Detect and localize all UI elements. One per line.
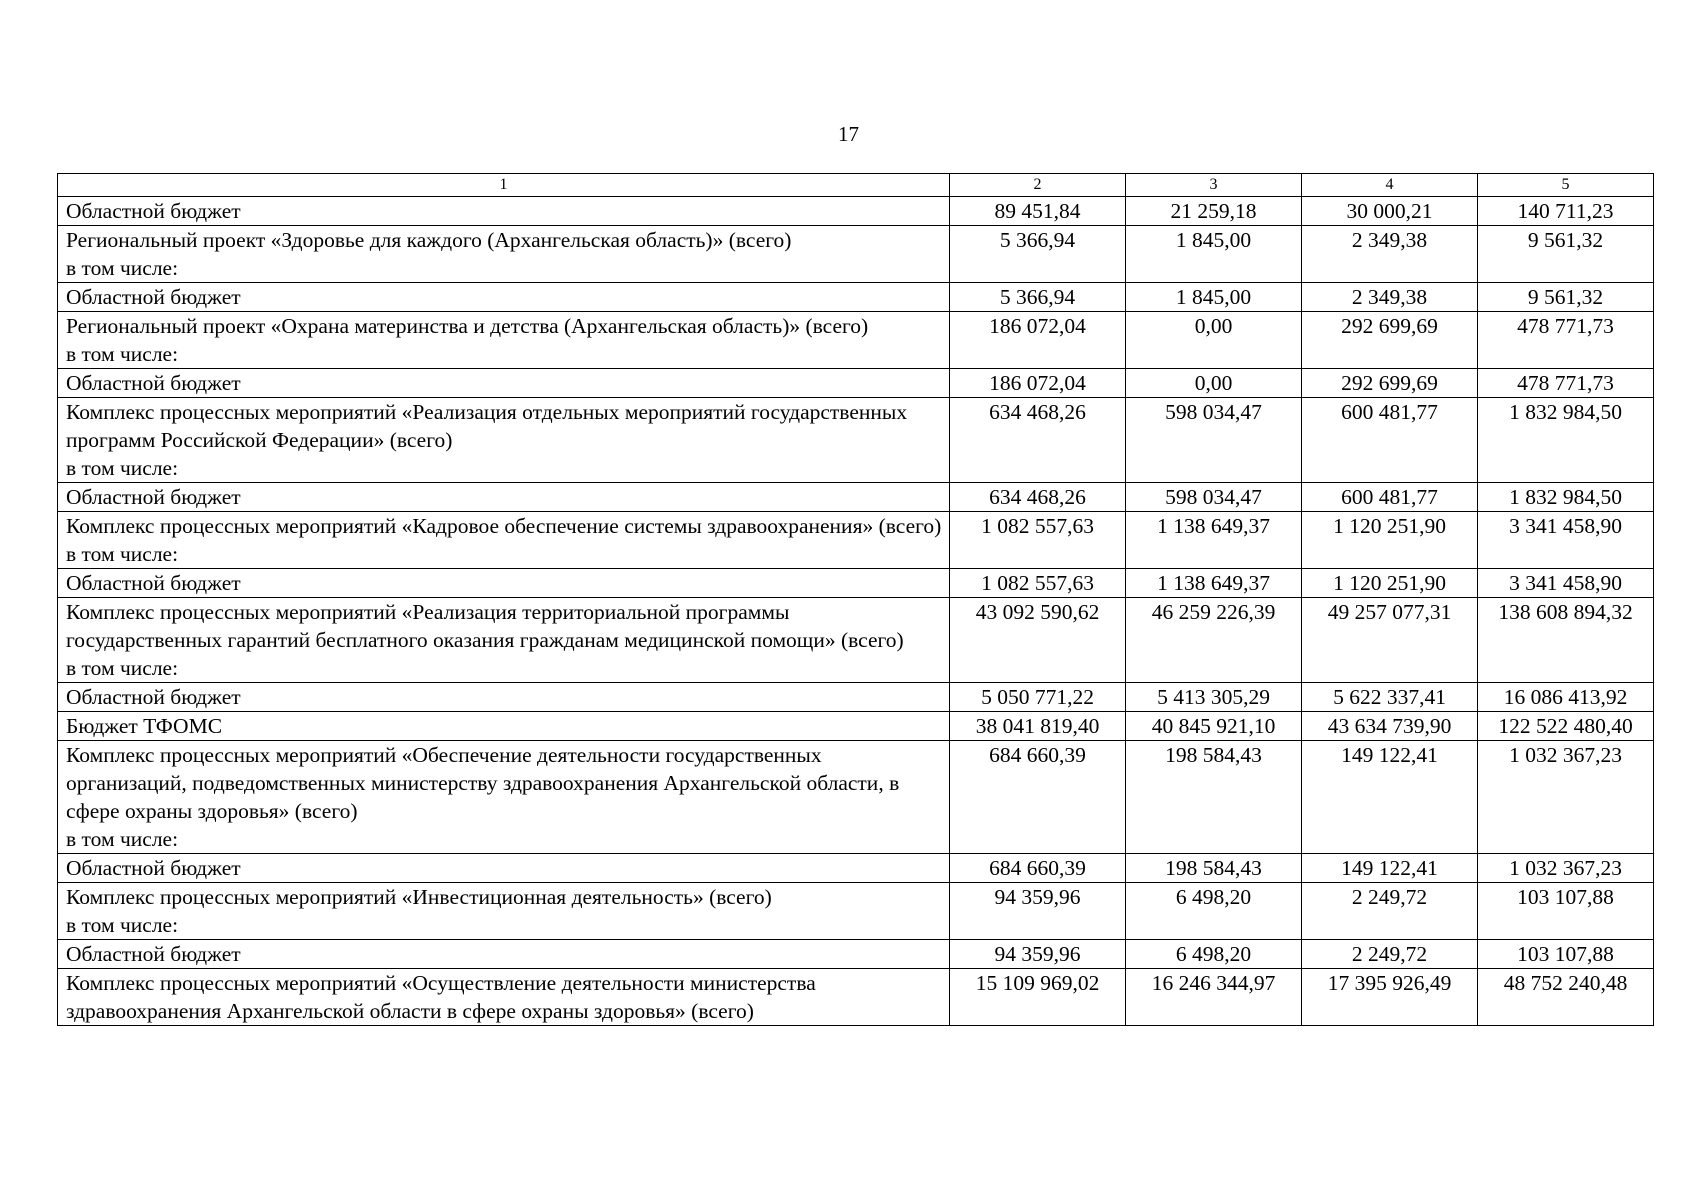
row-label-cell xyxy=(58,883,950,940)
value-cell-col2: 684 660,39 xyxy=(950,741,1126,854)
row-label-cell xyxy=(58,512,950,569)
row-label: Региональный проект «Охрана материнства и детства (Архангельская область)» (всего) xyxy=(66,314,869,338)
value-cell-col3: 16 246 344,97 xyxy=(1126,969,1302,1026)
table-row xyxy=(58,483,1654,512)
value-cell-col4: 5 622 337,41 xyxy=(1302,683,1478,712)
row-label: Областной бюджет xyxy=(66,285,241,309)
value-cell-col2: 634 468,26 xyxy=(950,398,1126,483)
budget-table xyxy=(57,173,1654,1026)
table-row xyxy=(58,683,1654,712)
table-row xyxy=(58,883,1654,940)
value-cell-col2: 94 359,96 xyxy=(950,940,1126,969)
row-label-cell xyxy=(58,969,950,1026)
table-row xyxy=(58,197,1654,226)
row-label: Областной бюджет xyxy=(66,571,241,595)
value-cell-col4: 2 249,72 xyxy=(1302,940,1478,969)
column-header-1: 1 xyxy=(58,174,950,197)
row-label: Комплекс процессных мероприятий «Инвестиционная деятельность» (всего) xyxy=(66,885,772,909)
row-sublabel: в том числе: xyxy=(66,456,179,480)
value-cell-col2: 5 366,94 xyxy=(950,226,1126,283)
row-label: Областной бюджет xyxy=(66,856,241,880)
value-cell-col5: 9 561,32 xyxy=(1478,283,1654,312)
value-cell-col5: 1 032 367,23 xyxy=(1478,741,1654,854)
row-label-cell xyxy=(58,598,950,683)
row-label: Областной бюджет xyxy=(66,485,241,509)
row-label-cell xyxy=(58,369,950,398)
row-label-cell xyxy=(58,940,950,969)
header-row xyxy=(58,174,1654,197)
value-cell-col3: 598 034,47 xyxy=(1126,483,1302,512)
row-label: Комплекс процессных мероприятий «Реализация территориальной программы государственных гарантий бесплатного оказания гражданам медицинской помощи» (всего) xyxy=(66,600,904,652)
column-header-3: 3 xyxy=(1126,174,1302,197)
row-sublabel: в том числе: xyxy=(66,256,179,280)
table-body xyxy=(58,197,1654,1026)
value-cell-col5: 1 032 367,23 xyxy=(1478,854,1654,883)
row-label: Комплекс процессных мероприятий «Обеспечение деятельности государственных организаций, подведомственных министерству здравоохранения Архангельской области, в сфере охраны здоровья» (всего) xyxy=(66,743,900,823)
value-cell-col4: 2 349,38 xyxy=(1302,283,1478,312)
value-cell-col3: 6 498,20 xyxy=(1126,883,1302,940)
table-row xyxy=(58,312,1654,369)
value-cell-col2: 1 082 557,63 xyxy=(950,569,1126,598)
row-label-cell xyxy=(58,226,950,283)
column-header-2: 2 xyxy=(950,174,1126,197)
value-cell-col3: 1 138 649,37 xyxy=(1126,569,1302,598)
row-sublabel: в том числе: xyxy=(66,913,179,937)
value-cell-col4: 600 481,77 xyxy=(1302,483,1478,512)
value-cell-col5: 478 771,73 xyxy=(1478,312,1654,369)
value-cell-col4: 17 395 926,49 xyxy=(1302,969,1478,1026)
value-cell-col3: 598 034,47 xyxy=(1126,398,1302,483)
row-label: Комплекс процессных мероприятий «Осуществление деятельности министерства здравоохранения Архангельской области в сфере охраны здоровья» (всего) xyxy=(66,971,816,1023)
value-cell-col5: 478 771,73 xyxy=(1478,369,1654,398)
value-cell-col5: 103 107,88 xyxy=(1478,883,1654,940)
value-cell-col2: 5 050 771,22 xyxy=(950,683,1126,712)
row-sublabel: в том числе: xyxy=(66,827,179,851)
value-cell-col3: 40 845 921,10 xyxy=(1126,712,1302,741)
table-row xyxy=(58,226,1654,283)
value-cell-col3: 1 845,00 xyxy=(1126,226,1302,283)
row-label-cell xyxy=(58,712,950,741)
table-row xyxy=(58,940,1654,969)
value-cell-col3: 0,00 xyxy=(1126,369,1302,398)
value-cell-col4: 292 699,69 xyxy=(1302,312,1478,369)
value-cell-col3: 6 498,20 xyxy=(1126,940,1302,969)
column-header-5: 5 xyxy=(1478,174,1654,197)
value-cell-col4: 600 481,77 xyxy=(1302,398,1478,483)
value-cell-col3: 1 138 649,37 xyxy=(1126,512,1302,569)
value-cell-col3: 5 413 305,29 xyxy=(1126,683,1302,712)
value-cell-col4: 149 122,41 xyxy=(1302,854,1478,883)
table-row xyxy=(58,398,1654,483)
page-number: 17 xyxy=(838,122,859,146)
value-cell-col5: 9 561,32 xyxy=(1478,226,1654,283)
value-cell-col3: 46 259 226,39 xyxy=(1126,598,1302,683)
value-cell-col5: 1 832 984,50 xyxy=(1478,483,1654,512)
value-cell-col4: 30 000,21 xyxy=(1302,197,1478,226)
value-cell-col2: 1 082 557,63 xyxy=(950,512,1126,569)
value-cell-col4: 2 349,38 xyxy=(1302,226,1478,283)
value-cell-col5: 3 341 458,90 xyxy=(1478,569,1654,598)
value-cell-col4: 2 249,72 xyxy=(1302,883,1478,940)
row-label-cell xyxy=(58,683,950,712)
table-row xyxy=(58,569,1654,598)
value-cell-col2: 94 359,96 xyxy=(950,883,1126,940)
value-cell-col4: 149 122,41 xyxy=(1302,741,1478,854)
row-label-cell xyxy=(58,741,950,854)
column-header-4: 4 xyxy=(1302,174,1478,197)
row-label-cell xyxy=(58,312,950,369)
row-label-cell xyxy=(58,398,950,483)
value-cell-col2: 186 072,04 xyxy=(950,312,1126,369)
value-cell-col3: 198 584,43 xyxy=(1126,741,1302,854)
value-cell-col3: 198 584,43 xyxy=(1126,854,1302,883)
value-cell-col5: 138 608 894,32 xyxy=(1478,598,1654,683)
value-cell-col5: 1 832 984,50 xyxy=(1478,398,1654,483)
row-label: Бюджет ТФОМС xyxy=(66,714,223,738)
table-row xyxy=(58,854,1654,883)
table-row xyxy=(58,369,1654,398)
value-cell-col4: 1 120 251,90 xyxy=(1302,569,1478,598)
value-cell-col4: 1 120 251,90 xyxy=(1302,512,1478,569)
value-cell-col2: 89 451,84 xyxy=(950,197,1126,226)
row-label-cell xyxy=(58,854,950,883)
value-cell-col5: 3 341 458,90 xyxy=(1478,512,1654,569)
value-cell-col2: 634 468,26 xyxy=(950,483,1126,512)
value-cell-col2: 186 072,04 xyxy=(950,369,1126,398)
value-cell-col5: 48 752 240,48 xyxy=(1478,969,1654,1026)
value-cell-col4: 43 634 739,90 xyxy=(1302,712,1478,741)
value-cell-col2: 684 660,39 xyxy=(950,854,1126,883)
value-cell-col2: 15 109 969,02 xyxy=(950,969,1126,1026)
row-label: Областной бюджет xyxy=(66,371,241,395)
value-cell-col2: 38 041 819,40 xyxy=(950,712,1126,741)
value-cell-col5: 16 086 413,92 xyxy=(1478,683,1654,712)
row-label-cell xyxy=(58,197,950,226)
row-label-cell xyxy=(58,569,950,598)
row-label: Областной бюджет xyxy=(66,942,241,966)
value-cell-col3: 1 845,00 xyxy=(1126,283,1302,312)
table-row xyxy=(58,741,1654,854)
row-label: Комплекс процессных мероприятий «Кадровое обеспечение системы здравоохранения» (всего) xyxy=(66,514,942,538)
value-cell-col5: 140 711,23 xyxy=(1478,197,1654,226)
row-label: Комплекс процессных мероприятий «Реализация отдельных мероприятий государственных программ Российской Федерации» (всего) xyxy=(66,400,908,452)
value-cell-col5: 103 107,88 xyxy=(1478,940,1654,969)
table-row xyxy=(58,969,1654,1026)
row-sublabel: в том числе: xyxy=(66,656,179,680)
row-sublabel: в том числе: xyxy=(66,342,179,366)
row-label: Областной бюджет xyxy=(66,199,241,223)
table-row xyxy=(58,712,1654,741)
row-label: Областной бюджет xyxy=(66,685,241,709)
value-cell-col5: 122 522 480,40 xyxy=(1478,712,1654,741)
value-cell-col3: 21 259,18 xyxy=(1126,197,1302,226)
table-row xyxy=(58,283,1654,312)
value-cell-col4: 49 257 077,31 xyxy=(1302,598,1478,683)
value-cell-col3: 0,00 xyxy=(1126,312,1302,369)
row-label-cell xyxy=(58,483,950,512)
table-row xyxy=(58,512,1654,569)
row-label-cell xyxy=(58,283,950,312)
row-label: Региональный проект «Здоровье для каждого (Архангельская область)» (всего) xyxy=(66,228,792,252)
value-cell-col2: 43 092 590,62 xyxy=(950,598,1126,683)
row-sublabel: в том числе: xyxy=(66,542,179,566)
value-cell-col2: 5 366,94 xyxy=(950,283,1126,312)
table-row xyxy=(58,598,1654,683)
value-cell-col4: 292 699,69 xyxy=(1302,369,1478,398)
